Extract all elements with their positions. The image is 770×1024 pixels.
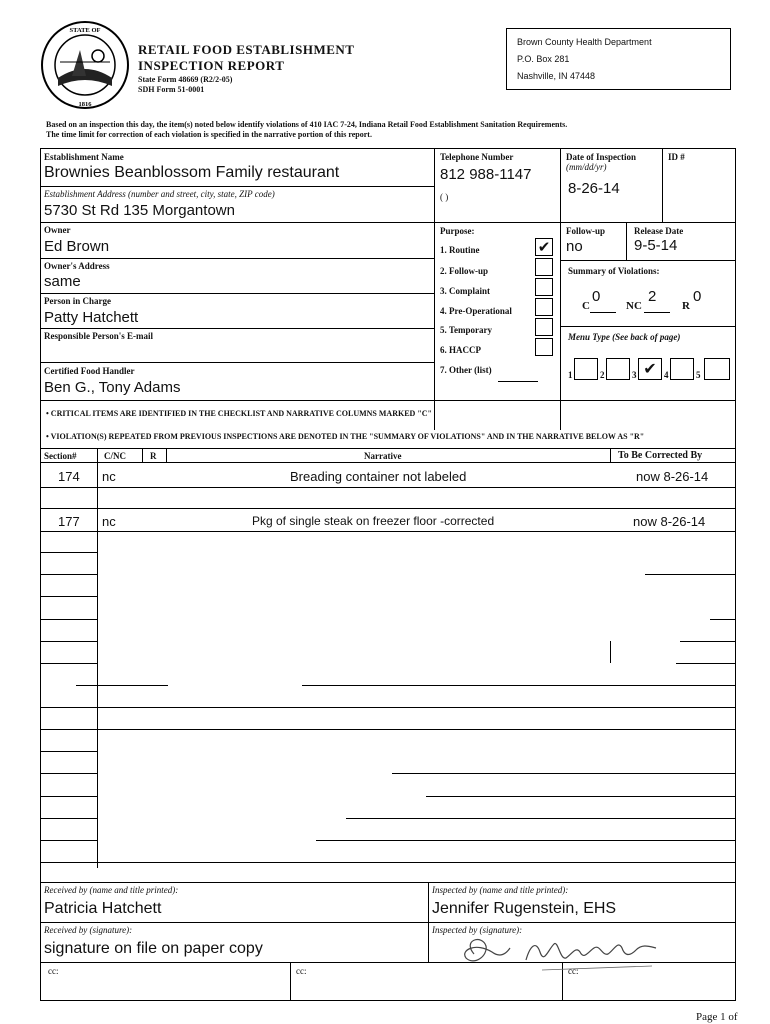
purpose-routine-checkbox[interactable]: ✔ [535,238,553,256]
purpose-temporary-checkbox[interactable] [535,318,553,336]
telephone-field[interactable]: 812 988-1147 [440,166,532,183]
date-format-hint: (mm/dd/yr) [566,162,607,172]
inspected-signature-label: Inspected by (signature): [432,925,523,935]
row-1-section[interactable]: 174 [58,469,80,484]
row-2-section[interactable]: 177 [58,514,80,529]
row-1-cnc[interactable]: nc [102,469,116,484]
summary-r-label: R [682,300,690,312]
telephone-second-field[interactable]: ( ) [440,192,449,202]
department-address-box [506,28,731,90]
owner-label: Owner [44,225,71,235]
menu-type-3-num: 3 [632,370,637,380]
menu-type-4-checkbox[interactable] [670,358,694,380]
col-header-cnc: C/NC [104,451,126,461]
col-header-corrected: To Be Corrected By [618,450,703,461]
purpose-other-label: 7. Other (list) [440,365,492,375]
state-seal [40,20,130,110]
summary-c-value[interactable]: 0 [592,288,601,305]
form-title-line1: RETAIL FOOD ESTABLISHMENT [138,42,355,57]
inspected-name-label: Inspected by (name and title printed): [432,885,569,895]
dept-po-box: P.O. Box 281 [517,54,570,64]
followup-field[interactable]: no [566,238,583,255]
id-label: ID # [668,152,685,162]
menu-type-1-num: 1 [568,370,573,380]
critical-items-note: • CRITICAL ITEMS ARE IDENTIFIED IN THE CHECKLIST AND NARRATIVE COLUMNS MARKED "C" [46,409,432,418]
intro-text-line1: Based on an inspection this day, the item(s) noted below identify violations of 410 IAC 7-24, Indiana Retail Food Establishment Sanitation Requirements. [46,120,568,129]
page-number: Page 1 of [696,1011,738,1023]
food-handler-label: Certified Food Handler [44,366,135,376]
svg-text:STATE OF: STATE OF [69,27,101,34]
purpose-temporary-label: 5. Temporary [440,325,493,335]
followup-label: Follow-up [566,226,606,236]
menu-type-2-num: 2 [600,370,605,380]
menu-type-1-checkbox[interactable] [574,358,598,380]
row-2-corrected[interactable]: now 8-26-14 [633,514,706,529]
menu-type-3-checkbox[interactable]: ✔ [638,358,662,380]
cc-label-2: cc: [296,966,307,976]
release-date-label: Release Date [634,226,684,236]
inspector-signature [452,930,662,972]
telephone-label: Telephone Number [440,152,514,162]
establishment-address-field[interactable]: 5730 St Rd 135 Morgantown [44,202,235,219]
purpose-complaint-label: 3. Complaint [440,286,491,296]
purpose-followup-checkbox[interactable] [535,258,553,276]
email-label: Responsible Person's E-mail [44,331,154,341]
dept-name: Brown County Health Department [517,37,652,47]
received-name-label: Received by (name and title printed): [44,885,179,895]
cc-label-1: cc: [48,966,59,976]
purpose-preop-label: 4. Pre-Operational [440,306,512,316]
purpose-complaint-checkbox[interactable] [535,278,553,296]
establishment-name-field[interactable]: Brownies Beanblossom Family restaurant [44,164,340,181]
row-1-corrected[interactable]: now 8-26-14 [636,469,709,484]
col-header-section: Section# [44,451,77,461]
form-title-line2: INSPECTION REPORT [138,58,285,73]
release-date-field[interactable]: 9-5-14 [634,237,678,254]
purpose-haccp-checkbox[interactable] [535,338,553,356]
summary-r-value[interactable]: 0 [693,288,702,305]
svg-text:1816: 1816 [78,101,92,108]
menu-type-label: Menu Type (See back of page) [568,332,681,342]
establishment-address-label: Establishment Address (number and street, city, state, ZIP code) [44,189,275,199]
purpose-followup-label: 2. Follow-up [440,266,489,276]
establishment-name-label: Establishment Name [44,152,124,162]
row-2-cnc[interactable]: nc [102,514,116,529]
summary-nc-label: NC [626,300,642,312]
owner-field[interactable]: Ed Brown [44,238,110,255]
date-of-inspection-label: Date of Inspection [566,152,636,162]
purpose-preop-checkbox[interactable] [535,298,553,316]
col-header-narrative: Narrative [364,451,402,461]
food-handler-field[interactable]: Ben G., Tony Adams [44,379,181,396]
received-signature-field[interactable]: signature on file on paper copy [44,940,263,957]
dept-city: Nashville, IN 47448 [517,71,596,81]
menu-type-5-checkbox[interactable] [704,358,730,380]
cc-label-3: cc: [568,966,579,976]
owner-address-label: Owner's Address [44,261,110,271]
purpose-routine-label: 1. Routine [440,245,480,255]
intro-text-line2: The time limit for correction of each violation is specified in the narrative portion of this report. [46,130,372,139]
person-in-charge-field[interactable]: Patty Hatchett [44,309,139,326]
menu-type-5-num: 5 [696,370,701,380]
summary-label: Summary of Violations: [568,266,660,276]
person-in-charge-label: Person in Charge [44,296,111,306]
row-1-narrative[interactable]: Breading container not labeled [290,469,467,484]
summary-c-label: C [582,300,590,312]
inspected-name-field[interactable]: Jennifer Rugenstein, EHS [432,900,617,917]
purpose-haccp-label: 6. HACCP [440,345,481,355]
col-header-r: R [150,451,157,461]
received-name-field[interactable]: Patricia Hatchett [44,900,162,917]
menu-type-2-checkbox[interactable] [606,358,630,380]
purpose-label: Purpose: [440,226,475,236]
state-form-number: State Form 48669 (R2/2-05) [138,75,233,84]
sdh-form-number: SDH Form 51-0001 [138,85,205,94]
summary-nc-value[interactable]: 2 [648,288,657,305]
row-2-narrative[interactable]: Pkg of single steak on freezer floor -corrected [252,514,495,528]
repeated-violations-note: • VIOLATION(S) REPEATED FROM PREVIOUS INSPECTIONS ARE DENOTED IN THE "SUMMARY OF VIOLATIONS" AND IN THE NARRATIVE BELOW AS "R" [46,432,645,441]
owner-address-field[interactable]: same [44,273,81,290]
date-of-inspection-field[interactable]: 8-26-14 [568,180,620,197]
received-signature-label: Received by (signature): [44,925,133,935]
menu-type-4-num: 4 [664,370,669,380]
